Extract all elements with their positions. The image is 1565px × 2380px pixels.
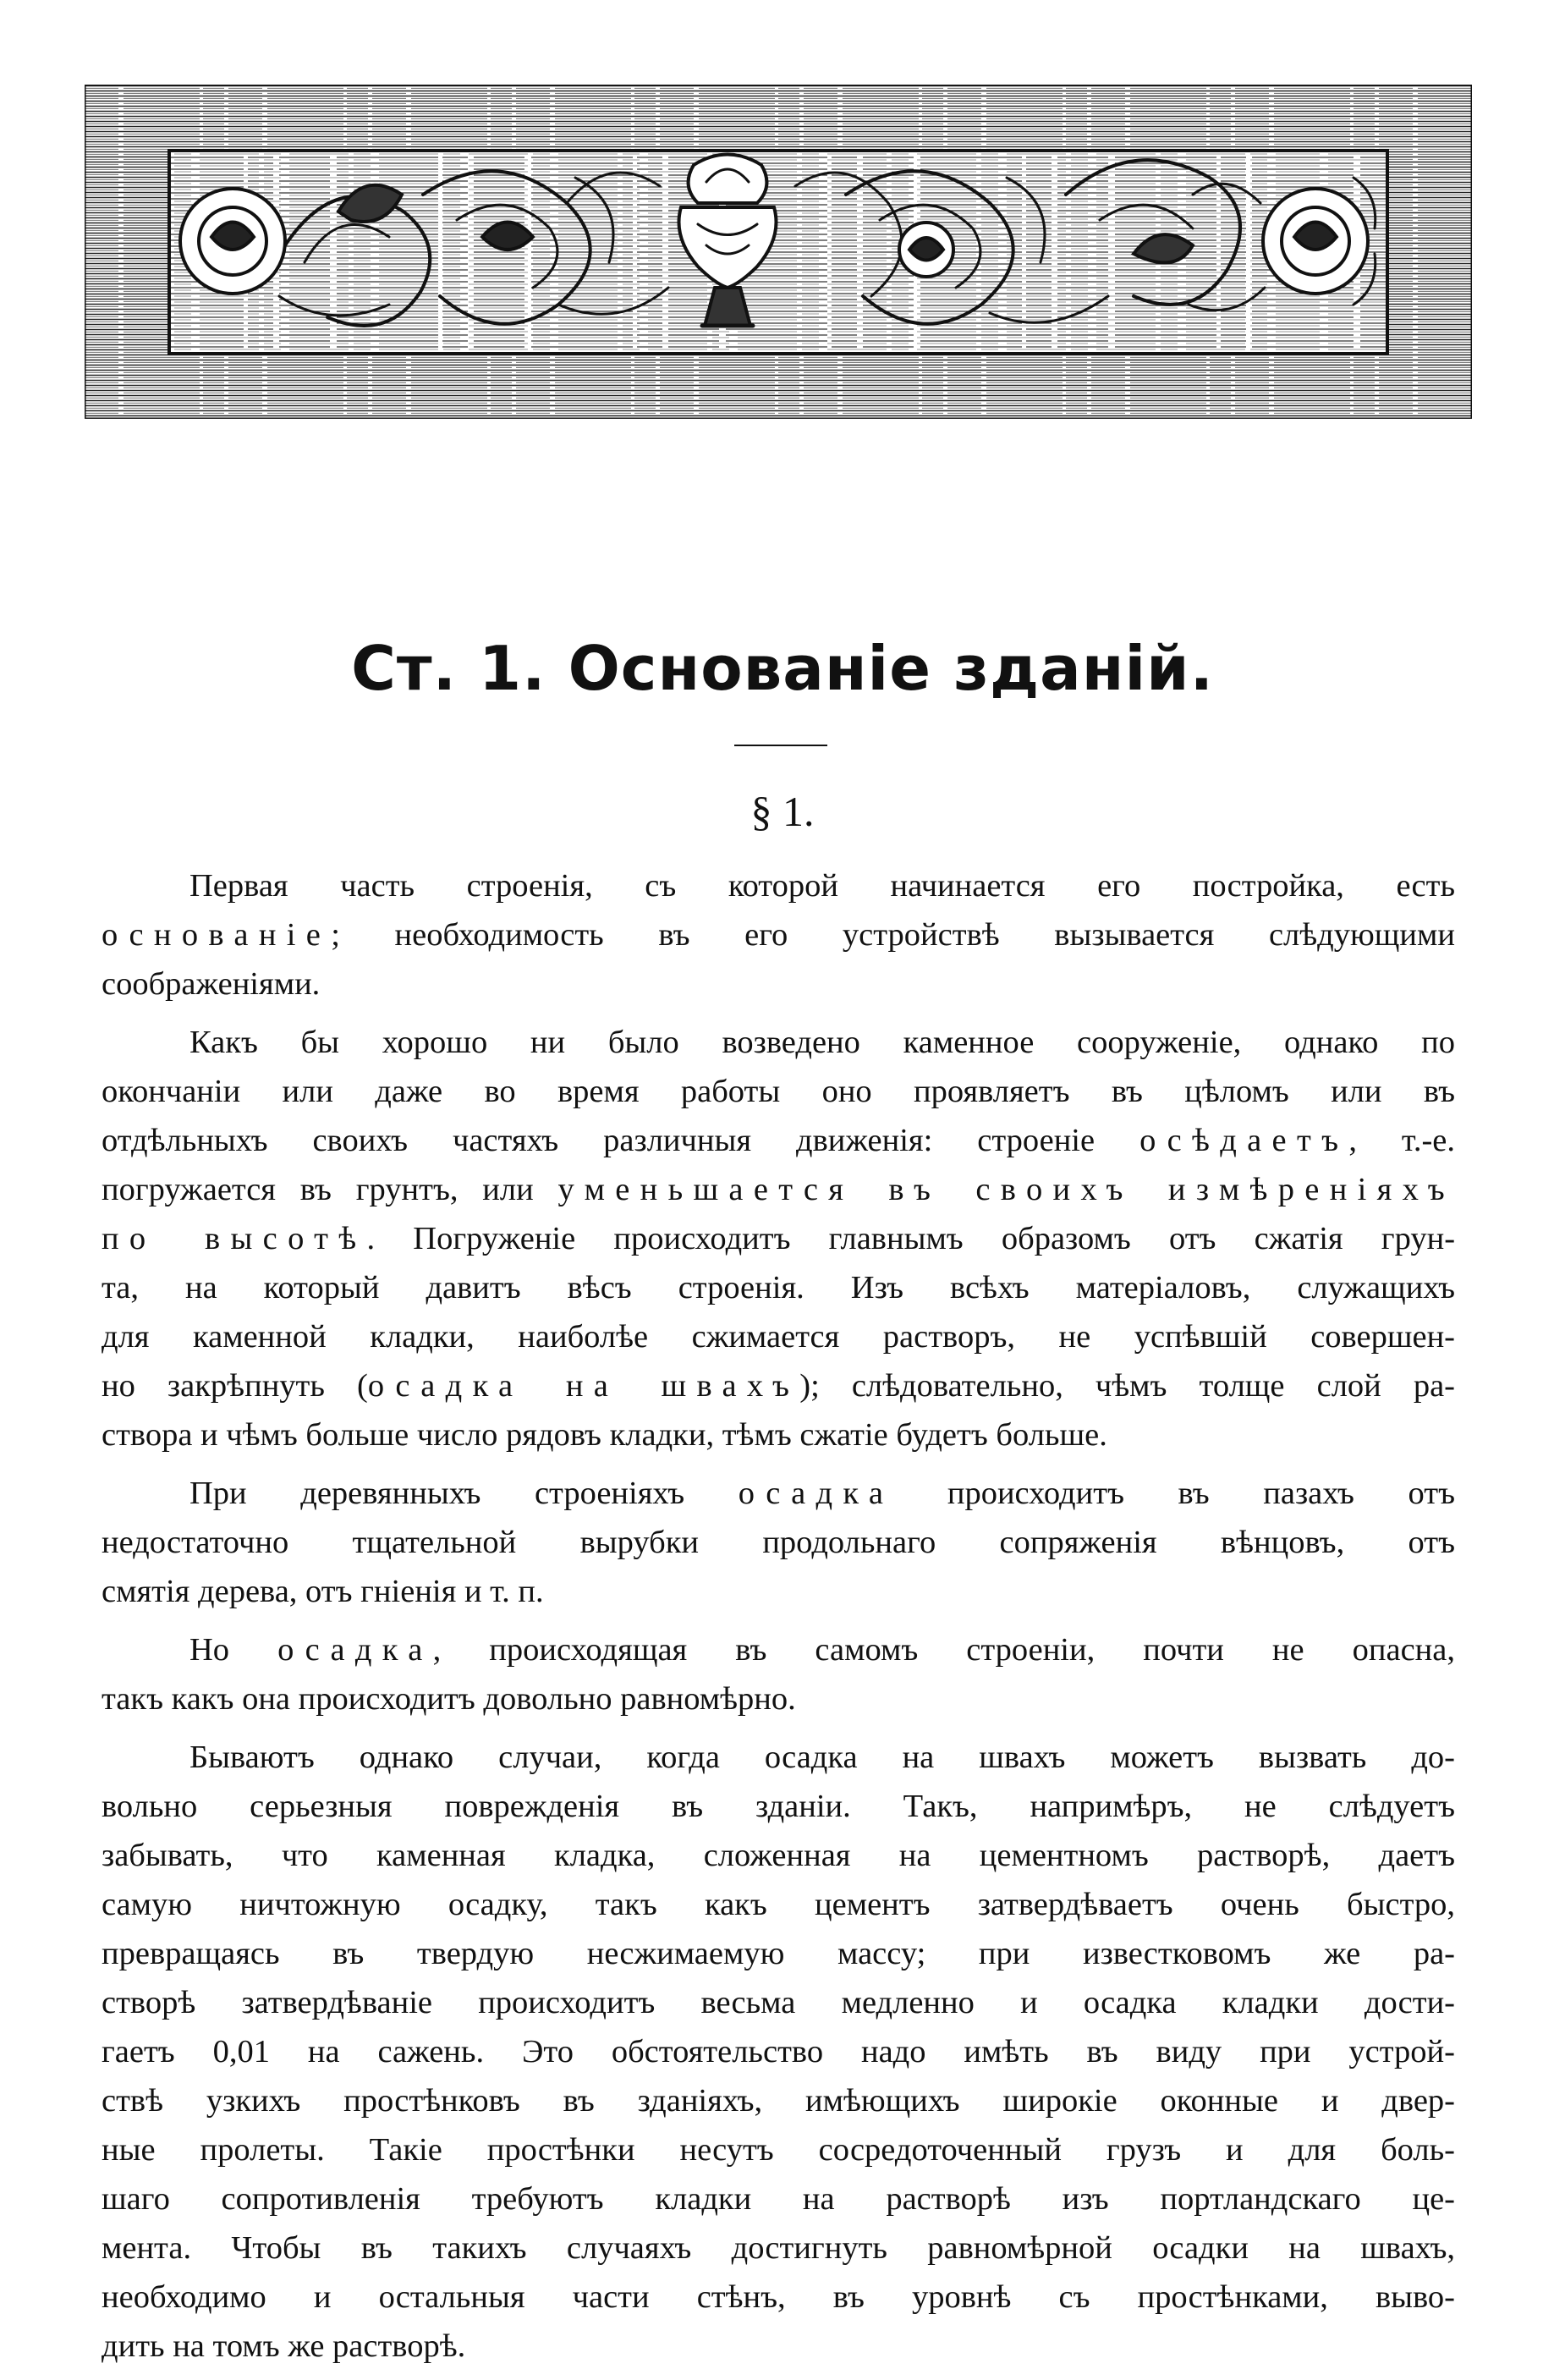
text-run: гаетъ 0,01 на сажень. Это обстоятельство надо имѣть въ виду при устрой- (102, 2034, 1455, 2069)
text-line (102, 1831, 1455, 1880)
text-run: Какъ бы хорошо ни было возведено каменное сооруженіе, однако по (189, 1025, 1455, 1060)
ornamental-banner (85, 85, 1472, 419)
text-run: ные пролеты. Такіе простѣнки несутъ сосредоточенный грузъ и для боль- (102, 2132, 1455, 2168)
body-text (102, 861, 1455, 2380)
emphasized-term: уменьшается въ своихъ измѣреніяхъ (557, 1172, 1456, 1207)
text-run: необходимо и остальныя части стѣнъ, въ уровнѣ съ простѣнками, выво- (102, 2279, 1455, 2315)
text-run: Но (189, 1632, 278, 1668)
emphasized-term: осадка на швахъ (367, 1368, 800, 1404)
text-line (102, 2223, 1455, 2273)
text-run: Бываютъ однако случаи, когда осадка на швахъ можетъ вызвать до- (189, 1740, 1455, 1775)
paragraph (102, 1018, 1455, 1459)
text-run: забывать, что каменная кладка, сложенная на цементномъ растворѣ, даетъ (102, 1838, 1455, 1873)
text-line (102, 1214, 1455, 1263)
text-run: самую ничтожную осадку, такъ какъ цементъ затвердѣваетъ очень быстро, (102, 1887, 1455, 1922)
text-line (102, 1263, 1455, 1312)
text-line (102, 1361, 1455, 1410)
text-run: . Погруженіе происходитъ главнымъ образомъ отъ сжатія грун- (366, 1221, 1456, 1256)
paragraph (102, 1733, 1455, 2371)
text-line (102, 1165, 1455, 1214)
text-run: ; необходимость въ его устройствѣ вызывается слѣдующими (331, 917, 1455, 953)
text-run: отдѣльныхъ своихъ частяхъ различныя движенія: строеніе (102, 1123, 1140, 1158)
text-line (102, 1567, 1455, 1616)
text-run: такъ какъ она происходитъ довольно равномѣрно. (102, 1681, 796, 1717)
emphasized-term: по высотѣ (102, 1221, 367, 1256)
text-run: При деревянныхъ строеніяхъ (189, 1476, 739, 1511)
text-line (102, 1067, 1455, 1116)
title-divider (734, 745, 827, 746)
text-run: , т.-е. (1348, 1123, 1456, 1158)
text-run: , происходящая въ самомъ строеніи, почти не опасна, (432, 1632, 1455, 1668)
text-run: створа и чѣмъ больше число рядовъ кладки, тѣмъ сжатіе будетъ больше. (102, 1417, 1107, 1453)
text-line (102, 1625, 1455, 1674)
text-line (102, 2125, 1455, 2174)
text-line (102, 1674, 1455, 1723)
text-run: для каменной кладки, наиболѣе сжимается растворъ, не успѣвшій совершен- (102, 1319, 1455, 1355)
text-line (102, 1018, 1455, 1067)
text-line (102, 1782, 1455, 1831)
text-run: Первая часть строенія, съ которой начинается его постройка, есть (189, 868, 1455, 904)
text-line (102, 910, 1455, 959)
text-run: створѣ затвердѣваніе происходитъ весьма медленно и осадка кладки дости- (102, 1985, 1455, 2020)
text-line (102, 2027, 1455, 2076)
emphasized-term: основаніе (102, 917, 332, 953)
ornamental-scroll-banner-icon (85, 85, 1472, 419)
text-run: происходитъ въ пазахъ отъ (893, 1476, 1455, 1511)
paragraph (102, 1469, 1455, 1616)
text-line (102, 1469, 1455, 1518)
text-line (102, 1733, 1455, 1782)
text-run: вольно серьезныя поврежденія въ зданіи. Такъ, напримѣръ, не слѣдуетъ (102, 1789, 1455, 1824)
section-number: § 1. (750, 788, 815, 835)
chapter-title: Ст. 1. Основаніе зданій. (351, 633, 1214, 704)
text-run: шаго сопротивленія требуютъ кладки на растворѣ изъ портландскаго це- (102, 2181, 1455, 2217)
text-line (102, 1929, 1455, 1978)
text-line (102, 1518, 1455, 1567)
text-run: ); слѣдовательно, чѣмъ толще слой ра- (799, 1368, 1456, 1404)
text-run: но закрѣпнуть ( (102, 1368, 368, 1404)
emphasized-term: осадка (738, 1476, 894, 1511)
text-line (102, 2174, 1455, 2223)
text-line (102, 861, 1455, 910)
text-run: окончаніи или даже во время работы оно проявляетъ въ цѣломъ или въ (102, 1074, 1455, 1109)
paragraph (102, 1625, 1455, 1723)
text-run: та, на который давитъ вѣсъ строенія. Изъ всѣхъ матеріаловъ, служащихъ (102, 1270, 1455, 1305)
text-run: превращаясь въ твердую несжимаемую массу; при известковомъ же ра- (102, 1936, 1455, 1971)
text-run: ствѣ узкихъ простѣнковъ въ зданіяхъ, имѣющихъ широкіе оконные и двер- (102, 2083, 1455, 2119)
text-run: дить на томъ же растворѣ. (102, 2328, 466, 2364)
text-run: погружается въ грунтъ, или (102, 1172, 558, 1207)
paragraph (102, 861, 1455, 1009)
emphasized-term: осадка (277, 1632, 433, 1668)
text-line (102, 959, 1455, 1009)
text-run: смятія дерева, отъ гніенія и т. п. (102, 1574, 544, 1609)
text-line (102, 2322, 1455, 2371)
text-line (102, 1312, 1455, 1361)
text-line (102, 1116, 1455, 1165)
text-run: мента. Чтобы въ такихъ случаяхъ достигнуть равномѣрной осадки на швахъ, (102, 2230, 1455, 2266)
text-line (102, 1410, 1455, 1459)
text-run: соображеніями. (102, 966, 321, 1002)
emphasized-term: осѣдаетъ (1139, 1123, 1349, 1158)
text-line (102, 1880, 1455, 1929)
text-line (102, 2076, 1455, 2125)
text-run: недостаточно тщательной вырубки продольнаго сопряженія вѣнцовъ, отъ (102, 1525, 1455, 1560)
text-line (102, 2273, 1455, 2322)
text-line (102, 1978, 1455, 2027)
